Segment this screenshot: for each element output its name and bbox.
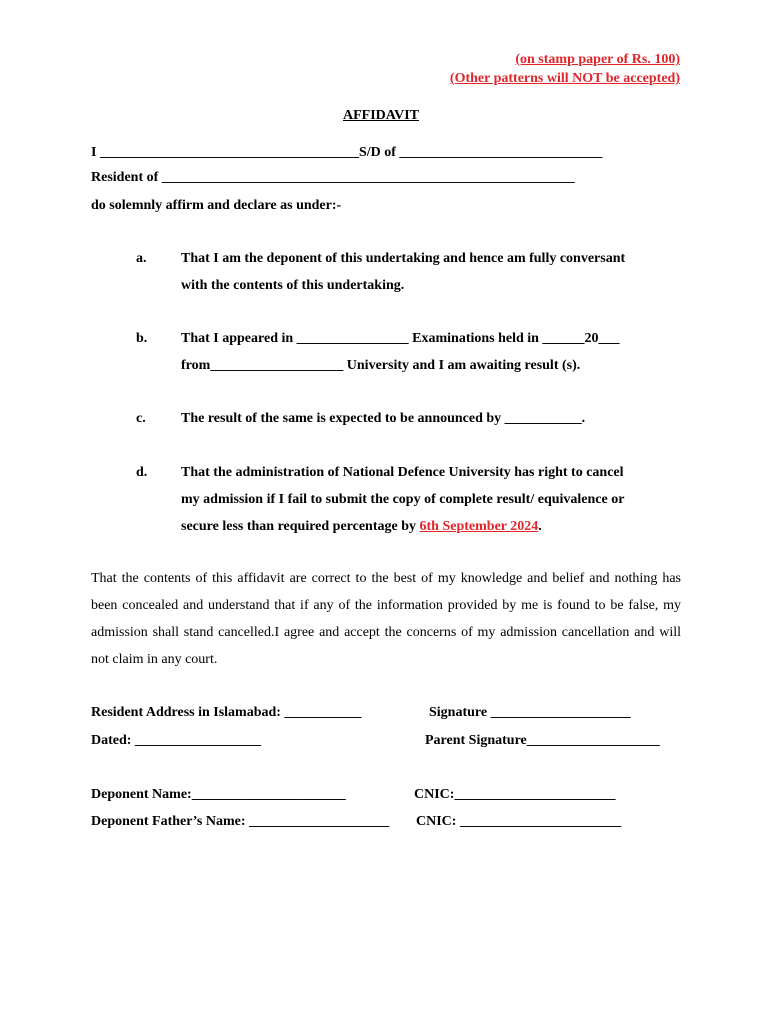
affidavit-title: AFFIDAVIT <box>343 108 419 123</box>
item-marker: d. <box>136 465 148 480</box>
item-marker: c. <box>136 411 146 426</box>
cnic-field: CNIC:_______________________ <box>414 787 616 802</box>
item-text-segment: secure less than required percentage by <box>181 519 420 534</box>
item-text-line: The result of the same is expected to be announced by ___________. <box>181 411 586 426</box>
item-marker: a. <box>136 251 147 266</box>
resident-address-field: Resident Address in Islamabad: ___________ <box>91 705 362 720</box>
item-text-segment: . <box>538 519 542 534</box>
pattern-warning-note: (Other patterns will NOT be accepted) <box>449 71 680 86</box>
item-text-line: That I appeared in ________________ Examinations held in ______20___ <box>181 331 620 346</box>
item-text-line <box>181 519 542 535</box>
item-text-line: That I am the deponent of this undertaking and hence am fully conversant <box>181 251 626 266</box>
item-text-line: with the contents of this undertaking. <box>181 278 405 293</box>
resident-of-line: Resident of ___________________________________________________________ <box>91 170 575 185</box>
stamp-paper-note: (on stamp paper of Rs. 100) <box>515 52 680 67</box>
solemn-affirm-line: do solemnly affirm and declare as under:- <box>91 198 342 213</box>
item-text-line: from___________________ University and I am awaiting result (s). <box>181 358 581 373</box>
item-marker: b. <box>136 331 148 346</box>
item-text-line: That the administration of National Defence University has right to cancel <box>181 465 624 480</box>
father-cnic-field: CNIC: _______________________ <box>416 814 621 829</box>
declaration-paragraph: That the contents of this affidavit are correct to the best of my knowledge and belief and nothing has been concealed and understand that if any of the information provided by me is found to be false, my admission shall stand cancelled.I agree and accept the concerns of my admission cancellation and will not claim in any court. <box>91 571 681 667</box>
item-text-line: my admission if I fail to submit the copy of complete result/ equivalence or <box>181 492 625 507</box>
dated-field: Dated: __________________ <box>91 733 261 748</box>
signature-field: Signature ____________________ <box>429 705 631 720</box>
deponent-name-field: Deponent Name:______________________ <box>91 787 346 802</box>
parent-signature-field: Parent Signature___________________ <box>425 733 660 748</box>
submission-deadline: 6th September 2024 <box>419 519 539 534</box>
deponent-name-line: I _____________________________________S/D of _____________________________ <box>91 145 603 160</box>
father-name-field: Deponent Father’s Name: ____________________ <box>91 814 389 829</box>
